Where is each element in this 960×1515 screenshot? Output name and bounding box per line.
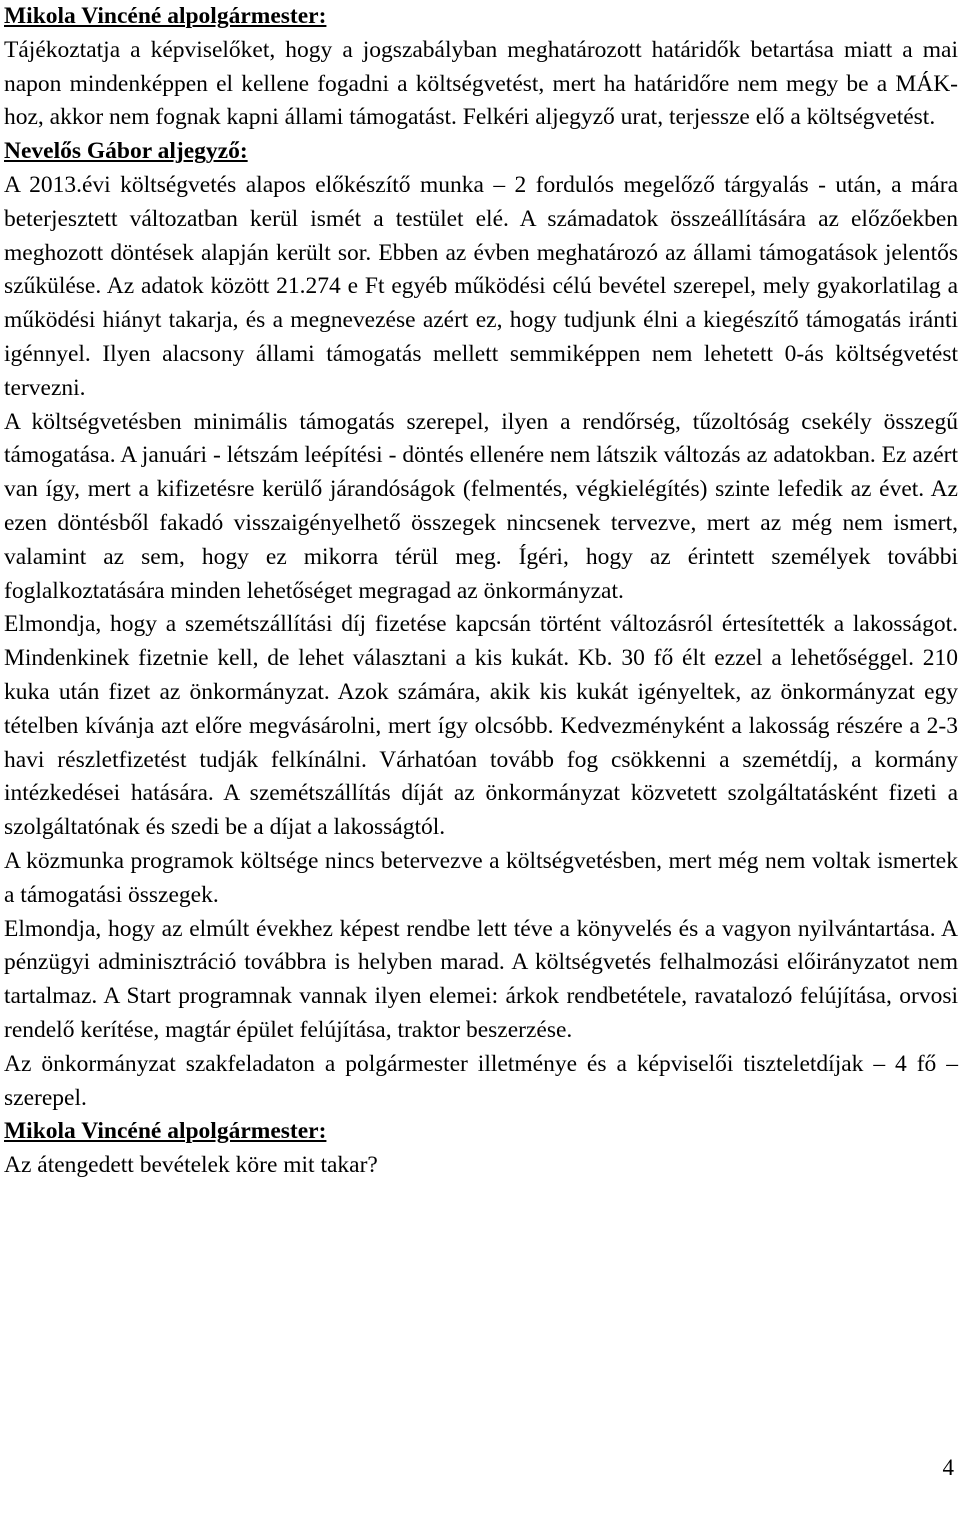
paragraph: Az átengedett bevételek köre mit takar? bbox=[4, 1152, 378, 1179]
paragraph: Az önkormányzat szakfeladaton a polgármester illetménye és a képviselői tiszteletdíjak – 4 fő – szerepel. bbox=[4, 1050, 958, 1111]
document-page bbox=[4, 0, 958, 1183]
speaker-heading: Mikola Vincéné alpolgármester: bbox=[4, 1118, 327, 1145]
paragraph: A 2013.évi költségvetés alapos előkészítő munka – 2 fordulós megelőző tárgyalás - után, a mára beterjesztett változatban kerül ismét a testület elé. A számadatok összeállítására az előzőekben meghozott döntések alapján került sor. Ebben az évben meghatározó az állami támogatások jelentős szűkülése. Az adatok között 21.274 e Ft egyéb működési célú bevétel szerepel, mely gyakorlatilag a működési hiányt takarja, és a megnevezése azért ez, hogy tudjunk élni a kiegészítő támogatás iránti igénnyel. Ilyen alacsony állami támogatás mellett semmiképpen nem lehetett 0-ás költségvetést tervezni. bbox=[4, 171, 958, 401]
page-number: 4 bbox=[942, 1455, 954, 1480]
paragraph: Tájékoztatja a képviselőket, hogy a jogszabályban meghatározott határidők betartása miatt a mai napon mindenképpen el kellene fogadni a költségvetést, mert ha határidőre nem megy be a MÁK-hoz, akkor nem fognak kapni állami támogatást. Felkéri aljegyző urat, terjessze elő a költségvetést. bbox=[4, 36, 958, 131]
paragraph: Elmondja, hogy a szemétszállítási díj fizetése kapcsán történt változásról értesítették a lakosságot. Mindenkinek fizetnie kell, de lehet választani a kis kukát. Kb. 30 fő élt ezzel a lehetőséggel. 210 kuka után fizet az önkormányzat. Azok számára, akik kis kukát igényeltek, az önkormányzat egy tételben kívánja azt előre megvásárolni, mert így olcsóbb. Kedvezményként a lakosság részére a 2-3 havi részletfizetést tudják felkínálni. Várhatóan tovább fog csökkenni a szemétdíj, a kormány intézkedései hatására. A szemétszállítás díját az önkormányzat közvetett szolgáltatásként fizeti a szolgáltatónak és szedi be a díjat a lakosságtól. bbox=[4, 611, 958, 841]
paragraph: A közmunka programok költsége nincs betervezve a költségvetésben, mert még nem voltak ismertek a támogatási összegek. bbox=[4, 847, 958, 908]
speaker-heading: Mikola Vincéné alpolgármester: bbox=[4, 3, 327, 29]
paragraph: A költségvetésben minimális támogatás szerepel, ilyen a rendőrség, tűzoltóság csekély összegű támogatása. A januári - létszám leépítési - döntés ellenére nem látszik változás az adatokban. Ez azért van így, mert a kifizetésre kerülő járandóságok (felmentés, végkielégítés) szinte lefedik az évet. Az ezen döntésből fakadó visszaigényelhető összegek nincsenek tervezve, mert az még nem ismert, valamint az sem, hogy ez mikorra térül meg. Ígéri, hogy az érintett személyek további foglalkoztatására minden lehetőséget megragad az önkormányzat. bbox=[4, 408, 958, 604]
paragraph: Elmondja, hogy az elmúlt évekhez képest rendbe lett téve a könyvelés és a vagyon nyilvántartása. A pénzügyi adminisztráció továbbra is helyben marad. A költségvetés felhalmozási előirányzatot nem tartalmaz. A Start programnak vannak ilyen elemei: árkok rendbetétele, ravatalozó felújítása, orvosi rendelő kerítése, magtár épület felújítása, traktor beszerzése. bbox=[4, 915, 958, 1043]
speaker-heading: Nevelős Gábor aljegyző: bbox=[4, 138, 248, 165]
